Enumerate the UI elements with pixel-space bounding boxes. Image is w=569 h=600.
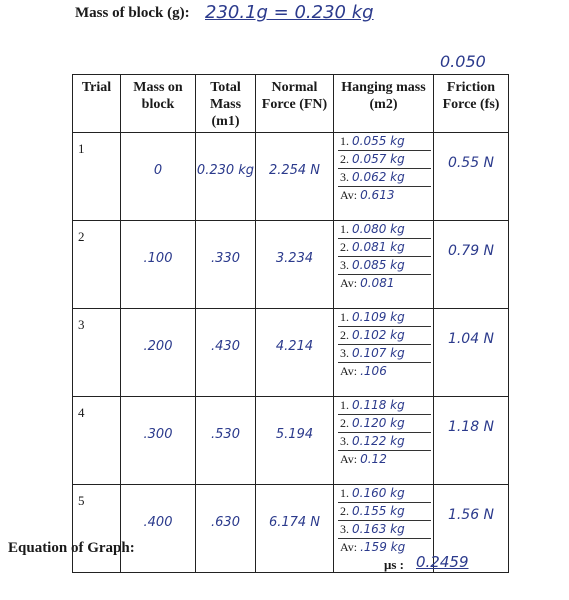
header-friction-force: Friction Force (fs) bbox=[434, 75, 509, 133]
mass-on-block-value: .400 bbox=[143, 515, 173, 530]
average-label: Av: bbox=[340, 188, 358, 202]
total-mass-value: .330 bbox=[211, 251, 240, 266]
mass-of-block-label: Mass of block (g): bbox=[75, 5, 190, 21]
hanging-mass-entry bbox=[338, 151, 431, 169]
hanging-mass-index: 2. bbox=[340, 504, 352, 518]
mass-of-block-value: 230.1g = 0.230 kg bbox=[205, 2, 374, 23]
normal-force-value: 4.214 bbox=[275, 339, 314, 354]
hanging-mass-value: 0.080 kg bbox=[352, 222, 405, 236]
table-row bbox=[73, 221, 509, 309]
table-row bbox=[73, 133, 509, 221]
total-mass-value: 0.230 kg bbox=[196, 163, 255, 178]
hanging-mass-value: 0.081 kg bbox=[352, 240, 405, 254]
hanging-mass-index: 3. bbox=[340, 522, 352, 536]
hanging-mass-entry bbox=[338, 415, 431, 433]
hanging-mass-value: 0.118 kg bbox=[352, 398, 405, 412]
hanging-mass-value: 0.102 kg bbox=[352, 328, 405, 342]
average-value: 0.613 bbox=[360, 188, 395, 202]
trial-number: 4 bbox=[78, 405, 85, 420]
hanging-mass-index: 1. bbox=[340, 134, 352, 148]
hanging-mass-index: 3. bbox=[340, 346, 352, 360]
friction-force-value: 0.55 N bbox=[447, 155, 495, 171]
mass-on-block-value: .200 bbox=[143, 339, 173, 354]
normal-force-value: 5.194 bbox=[275, 427, 314, 442]
data-table bbox=[72, 74, 509, 573]
average-label: Av: bbox=[340, 276, 358, 290]
normal-force-value: 2.254 N bbox=[268, 163, 321, 178]
hanging-mass-index: 3. bbox=[340, 170, 352, 184]
normal-force-value: 3.234 bbox=[275, 251, 314, 266]
hanging-mass-index: 1. bbox=[340, 486, 352, 500]
hanging-mass-index: 1. bbox=[340, 398, 352, 412]
table-row bbox=[73, 397, 509, 485]
header-normal-force: Normal Force (FN) bbox=[256, 75, 334, 133]
table-row bbox=[73, 309, 509, 397]
hanging-mass-entry bbox=[338, 239, 431, 257]
hanging-mass-value: 0.160 kg bbox=[352, 486, 405, 500]
mu-s-label: μs : bbox=[384, 557, 405, 572]
mass-on-block-value: .100 bbox=[143, 251, 173, 266]
hanging-mass-value: 0.155 kg bbox=[352, 504, 405, 518]
hanging-mass-entry bbox=[338, 485, 431, 503]
hanging-mass-list bbox=[334, 309, 433, 380]
hanging-mass-average bbox=[338, 275, 431, 292]
trial-number: 3 bbox=[78, 317, 85, 332]
total-mass-value: .430 bbox=[211, 339, 240, 354]
hanging-mass-list bbox=[334, 485, 433, 556]
hanging-mass-value: 0.062 kg bbox=[352, 170, 405, 184]
average-label: Av: bbox=[340, 540, 358, 554]
hanging-mass-value: 0.107 kg bbox=[352, 346, 405, 360]
hanging-mass-list bbox=[334, 133, 433, 204]
trial-number: 2 bbox=[78, 229, 85, 244]
hanging-mass-list bbox=[334, 221, 433, 292]
total-mass-value: .630 bbox=[211, 515, 240, 530]
hanging-mass-value: 0.055 kg bbox=[352, 134, 405, 148]
hanging-mass-entry bbox=[338, 221, 431, 239]
hanging-mass-index: 1. bbox=[340, 310, 352, 324]
hanging-mass-index: 2. bbox=[340, 152, 352, 166]
friction-force-value: 0.79 N bbox=[447, 243, 495, 259]
hanging-mass-entry bbox=[338, 309, 431, 327]
hanging-mass-entry bbox=[338, 433, 431, 451]
hanging-mass-entry bbox=[338, 503, 431, 521]
hanging-mass-value: 0.122 kg bbox=[352, 434, 405, 448]
hanging-mass-value: 0.163 kg bbox=[352, 522, 405, 536]
friction-force-value: 1.18 N bbox=[447, 419, 495, 435]
header-mass-on-block: Mass on block bbox=[121, 75, 196, 133]
hanging-mass-index: 1. bbox=[340, 222, 352, 236]
hanging-mass-value: 0.109 kg bbox=[352, 310, 405, 324]
trial-number: 5 bbox=[78, 493, 85, 508]
hanging-mass-index: 3. bbox=[340, 434, 352, 448]
average-value: 0.12 bbox=[360, 452, 387, 466]
margin-note: 0.050 bbox=[440, 52, 486, 71]
average-value: .106 bbox=[360, 364, 387, 378]
mass-on-block-value: 0 bbox=[153, 163, 163, 178]
hanging-mass-average bbox=[338, 363, 431, 380]
average-value: .159 kg bbox=[360, 540, 406, 554]
friction-force-value: 1.04 N bbox=[447, 331, 495, 347]
header-hanging-mass: Hanging mass (m2) bbox=[334, 75, 434, 133]
hanging-mass-entry bbox=[338, 397, 431, 415]
hanging-mass-entry bbox=[338, 133, 431, 151]
hanging-mass-list bbox=[334, 397, 433, 468]
mu-s-value: 0.2459 bbox=[416, 553, 469, 571]
hanging-mass-index: 2. bbox=[340, 416, 352, 430]
hanging-mass-index: 2. bbox=[340, 328, 352, 342]
hanging-mass-index: 3. bbox=[340, 258, 352, 272]
hanging-mass-entry bbox=[338, 345, 431, 363]
total-mass-value: .530 bbox=[211, 427, 240, 442]
hanging-mass-index: 2. bbox=[340, 240, 352, 254]
hanging-mass-average bbox=[338, 187, 431, 204]
header-total-mass: Total Mass (m1) bbox=[196, 75, 256, 133]
hanging-mass-value: 0.085 kg bbox=[352, 258, 405, 272]
average-label: Av: bbox=[340, 452, 358, 466]
hanging-mass-entry bbox=[338, 169, 431, 187]
hanging-mass-value: 0.057 kg bbox=[352, 152, 405, 166]
average-label: Av: bbox=[340, 364, 358, 378]
hanging-mass-entry bbox=[338, 521, 431, 539]
header-trial: Trial bbox=[73, 75, 121, 133]
trial-number: 1 bbox=[78, 141, 85, 156]
equation-of-graph-label: Equation of Graph: bbox=[8, 540, 135, 556]
hanging-mass-entry bbox=[338, 257, 431, 275]
hanging-mass-entry bbox=[338, 327, 431, 345]
hanging-mass-value: 0.120 kg bbox=[352, 416, 405, 430]
average-value: 0.081 bbox=[360, 276, 395, 290]
hanging-mass-average bbox=[338, 451, 431, 468]
mass-on-block-value: .300 bbox=[143, 427, 173, 442]
normal-force-value: 6.174 N bbox=[268, 515, 321, 530]
friction-force-value: 1.56 N bbox=[447, 507, 495, 523]
